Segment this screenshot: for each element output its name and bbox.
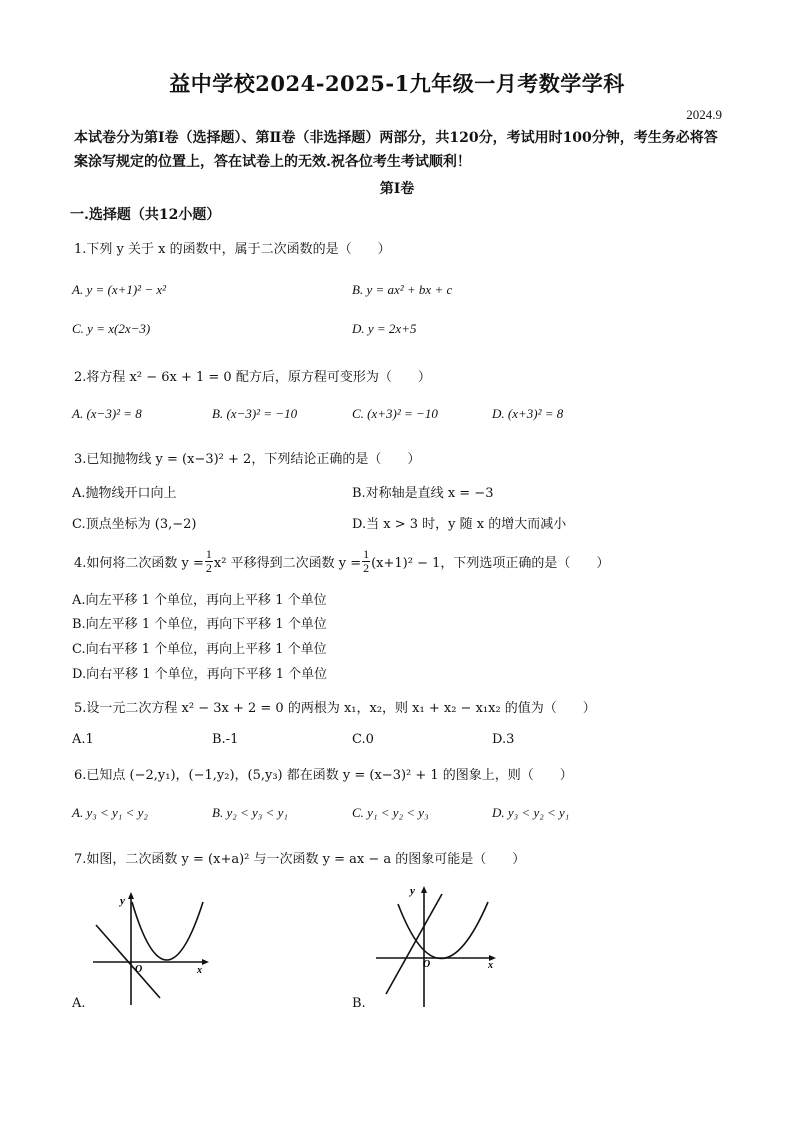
question-4-option-a: A.向左平移 1 个单位，再向上平移 1 个单位 <box>72 593 327 608</box>
x-axis-label: x <box>197 965 202 976</box>
question-2-option-d: D. (x+3)² = 8 <box>492 406 564 421</box>
question-4-option-c: C.向右平移 1 个单位，再向上平移 1 个单位 <box>72 642 327 657</box>
question-5-option-b: B.-1 <box>212 732 239 747</box>
question-5-option-a: A.1 <box>72 732 94 747</box>
question-5-option-d: D.3 <box>492 732 515 747</box>
parabola-curve <box>132 902 203 960</box>
question-2-stem: 2.将方程 x² − 6x + 1 = 0 配方后，原方程可变形为（ ） <box>74 370 431 385</box>
fraction-numerator: 1 <box>205 547 212 561</box>
question-2-option-a: A. (x−3)² = 8 <box>72 406 142 421</box>
question-3-option-a: A.抛物线开口向上 <box>72 486 177 501</box>
origin-label: O <box>423 959 431 970</box>
question-3-option-d: D.当 x > 3 时，y 随 x 的增大而减小 <box>352 517 567 532</box>
x-axis-label: x <box>488 960 493 971</box>
question-6-option-b: B. y₂ < y₃ < y₁ <box>212 805 288 820</box>
question-7-option-a: A. <box>72 996 86 1011</box>
question-7-stem: 7.如图，二次函数 y = (x+a)² 与一次函数 y = ax − a 的图象可能是（ ） <box>74 852 526 867</box>
y-axis-arrow <box>128 892 134 899</box>
linear-function-line <box>386 894 442 994</box>
question-1-option-b: B. y = ax² + bx + c <box>352 282 453 297</box>
x-axis-arrow <box>202 959 209 965</box>
fraction-denominator: 2 <box>205 561 212 575</box>
question-3-option-b: B.对称轴是直线 x = −3 <box>352 486 494 501</box>
origin-label: O <box>135 964 143 975</box>
question-1-stem: 1.下列 y 关于 x 的函数中，属于二次函数的是（ ） <box>74 242 391 257</box>
fraction-half <box>205 548 213 575</box>
y-axis-arrow <box>421 886 427 893</box>
question-6-option-a: A. y₃ < y₁ < y₂ <box>72 805 148 820</box>
question-4-option-d: D.向右平移 1 个单位，再向下平移 1 个单位 <box>72 667 328 682</box>
question-4-stem-start: 4.如何将二次函数 y = <box>74 556 204 571</box>
question-5-option-c: C.0 <box>352 732 374 747</box>
question-5-stem: 5.设一元二次方程 x² − 3x + 2 = 0 的两根为 x₁，x₂，则 x₁ + x₂ − x₁x₂ 的值为（ ） <box>74 701 596 716</box>
question-4-stem <box>74 548 609 575</box>
question-4-option-b: B.向左平移 1 个单位，再向下平移 1 个单位 <box>72 617 327 632</box>
graph-option-b <box>372 882 502 1012</box>
question-3-stem: 3.已知抛物线 y = (x−3)² + 2，下列结论正确的是（ ） <box>74 452 421 467</box>
question-1-option-a: A. y = (x+1)² − x² <box>72 282 167 297</box>
question-2-option-c: C. (x+3)² = −10 <box>352 406 438 421</box>
question-2-option-b: B. (x−3)² = −10 <box>212 406 298 421</box>
graph-option-a <box>88 890 218 1010</box>
exam-date: 2024.9 <box>686 107 722 122</box>
fraction-numerator-2: 1 <box>363 547 370 561</box>
question-7-option-b: B. <box>352 996 366 1011</box>
question-6-stem: 6.已知点 (−2,y₁)，(−1,y₂)，(5,y₃) 都在函数 y = (x−3)² + 1 的图象上，则（ ） <box>74 768 573 783</box>
fraction-half-2 <box>362 548 370 575</box>
question-3-option-c: C.顶点坐标为 (3,−2) <box>72 517 197 532</box>
question-1-option-d: D. y = 2x+5 <box>352 321 417 336</box>
part-heading: 一.选择题（共12小题） <box>70 207 221 223</box>
y-axis-label: y <box>120 895 125 907</box>
section-title: 第Ⅰ卷 <box>379 181 415 197</box>
fraction-denominator-2: 2 <box>363 561 370 575</box>
page-title: 益中学校2024-2025-1九年级一月考数学学科 <box>169 71 625 96</box>
question-4-stem-end: (x+1)² − 1，下列选项正确的是（ ） <box>371 556 610 571</box>
y-axis-label: y <box>410 885 415 897</box>
question-6-option-d: D. y₃ < y₂ < y₁ <box>492 805 570 820</box>
question-4-stem-middle: x² 平移得到二次函数 y = <box>213 556 362 571</box>
question-1-option-c: C. y = x(2x−3) <box>72 321 151 336</box>
question-6-option-c: C. y₁ < y₂ < y₃ <box>352 805 429 820</box>
exam-instructions: 本试卷分为第Ⅰ卷（选择题）、第Ⅱ卷（非选择题）两部分，共120分，考试用时100分钟，考生务必将答案涂写规定的位置上，答在试卷上的无效.祝各位考生考试顺利！ <box>74 130 718 170</box>
